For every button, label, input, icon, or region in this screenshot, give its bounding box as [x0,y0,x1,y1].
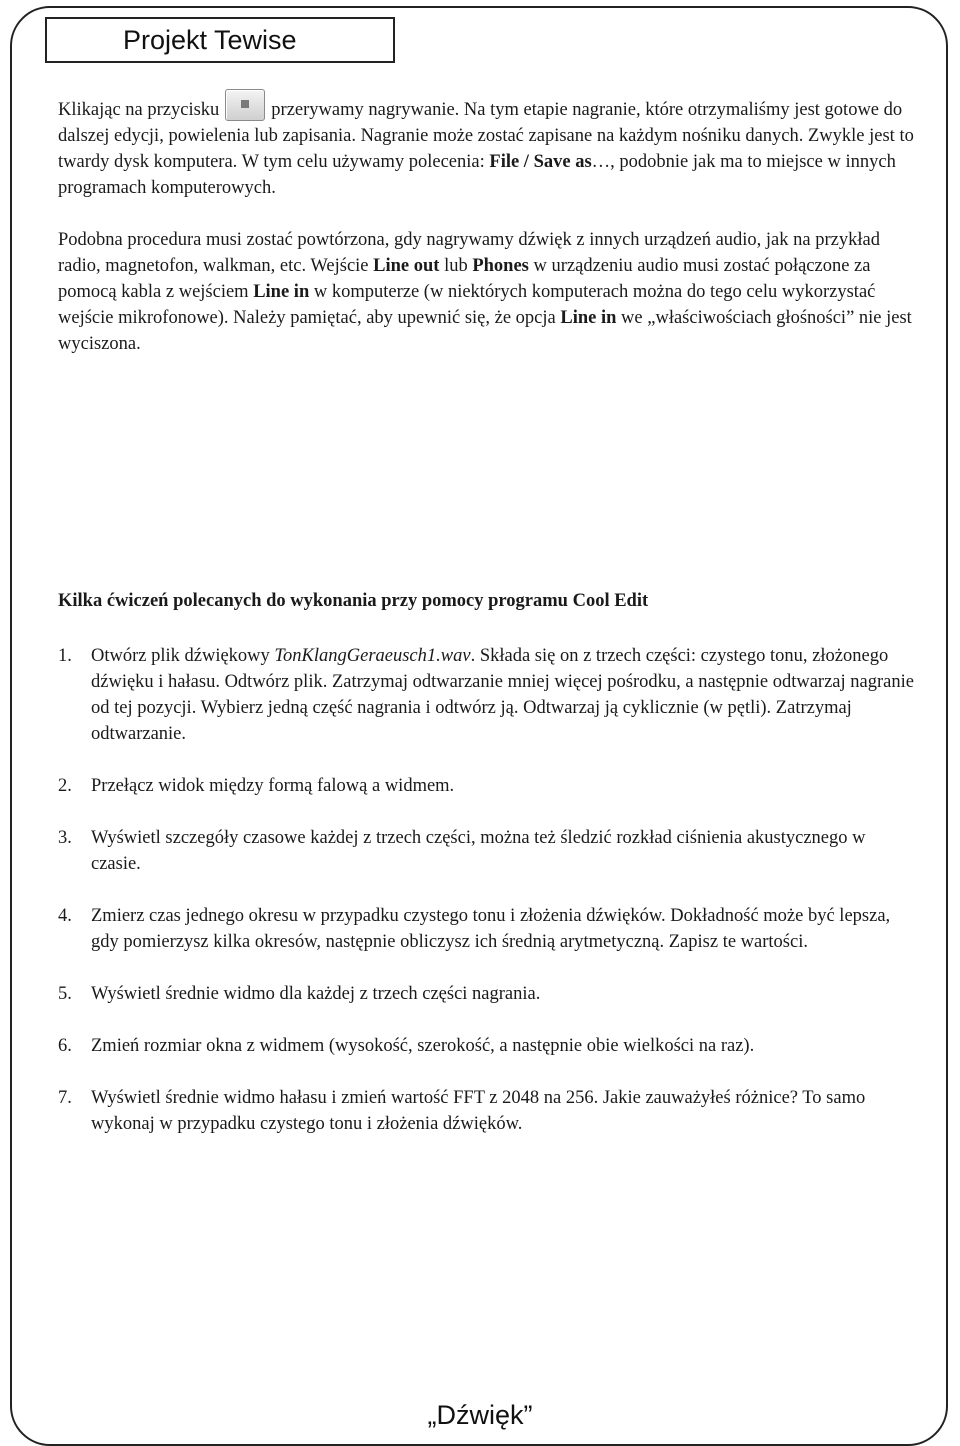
item-number: 5. [58,984,72,1004]
line-in-term-2: Line in [560,308,617,328]
item-number: 7. [58,1088,72,1108]
intro-after-button: przerywamy nagrywanie. Na tym etapie nagranie, które otrzymaliśmy jest gotowe do dalszej edycji, powielenia lub zapisania. Nagranie może zostać zapisane na każdym nośniku danych. Zwykle jest to twardy dysk komputera. W tym celu używamy polecenia: [58,100,914,172]
list-item [58,1033,918,1059]
intro-paragraph [58,97,918,201]
line-in-text-3: w urządzeniu audio musi zostać połączone za pomocą kabla z wejściem [58,256,871,302]
footer-title: „Dźwięk” [427,1400,533,1430]
line-in-paragraph [58,227,918,357]
line-in-text-2: lub [439,256,473,276]
file-name: TonKlangGeraeusch1.wav [274,646,471,666]
list-item [58,903,918,955]
item-text: Zmień rozmiar okna z widmem (wysokość, szerokość, a następnie obie wielkości na raz). [91,1036,755,1056]
stop-icon [241,100,249,108]
list-item [58,825,918,877]
list-item [58,773,918,799]
item-number: 2. [58,776,72,796]
line-in-term: Line in [253,282,310,302]
item-text: Przełącz widok między formą falową a widmem. [91,776,455,796]
item-number: 6. [58,1036,72,1056]
exercise-list [58,643,918,1163]
item-text [91,643,918,747]
list-item [58,1085,918,1137]
list-item [58,981,918,1007]
phones-term: Phones [472,256,529,276]
save-as-command: File / Save as [489,152,592,172]
item-number: 3. [58,828,72,848]
stop-button[interactable] [225,89,265,121]
item-text: Wyświetl średnie widmo hałasu i zmień wartość FFT z 2048 na 256. Jakie zauważyłeś różnice? To samo wykonaj w przypadku czystego tonu i złożenia dźwięków. [91,1088,866,1134]
item-text-pre: Otwórz plik dźwiękowy [91,646,275,666]
intro-before-button: Klikając na przycisku [58,100,220,120]
item-number: 4. [58,906,72,926]
intro-text [58,97,918,357]
line-out-term: Line out [373,256,440,276]
item-text: Wyświetl średnie widmo dla każdej z trzech części nagrania. [91,984,541,1004]
exercises-heading: Kilka ćwiczeń polecanych do wykonania przy pomocy programu Cool Edit [58,591,649,611]
line-in-text-5: we „właściwościach głośności” nie jest wyciszona. [58,308,912,354]
line-in-text-1: Podobna procedura musi zostać powtórzona, gdy nagrywamy dźwięk z innych urządzeń audio, jak na przykład radio, magnetofon, walkman, etc. Wejście [58,230,880,276]
page-title: Projekt Tewise [45,17,395,63]
line-in-text-4: w komputerze (w niektórych komputerach można do tego celu wykorzystać wejście mikrofonowe). Należy pamiętać, aby upewnić się, że opcja [58,282,876,328]
item-number: 1. [58,646,72,666]
list-item [58,643,918,747]
intro-after-command: …, podobnie jak ma to miejsce w innych programach komputerowych. [58,152,896,198]
item-text: Zmierz czas jednego okresu w przypadku czystego tonu i złożenia dźwięków. Dokładność może być lepsza, gdy pomierzysz kilka okresów, następnie obliczysz ich średnią arytmetyczną. Zapisz te wartości. [91,906,891,952]
item-text-post: . Składa się on z trzech części: czystego tonu, złożonego dźwięku i hałasu. Odtwórz plik. Zatrzymaj odtwarzanie mniej więcej pośrodku, a następnie odtwarzaj nagranie od tej pozycji. Wybierz jedną część nagrania i odtwórz ją. Odtwarzaj ją cyklicznie (w pętli). Zatrzymaj odtwarzanie. [91,646,914,744]
item-text: Wyświetl szczegóły czasowe każdej z trzech części, można też śledzić rozkład ciśnienia akustycznego w czasie. [91,828,866,874]
